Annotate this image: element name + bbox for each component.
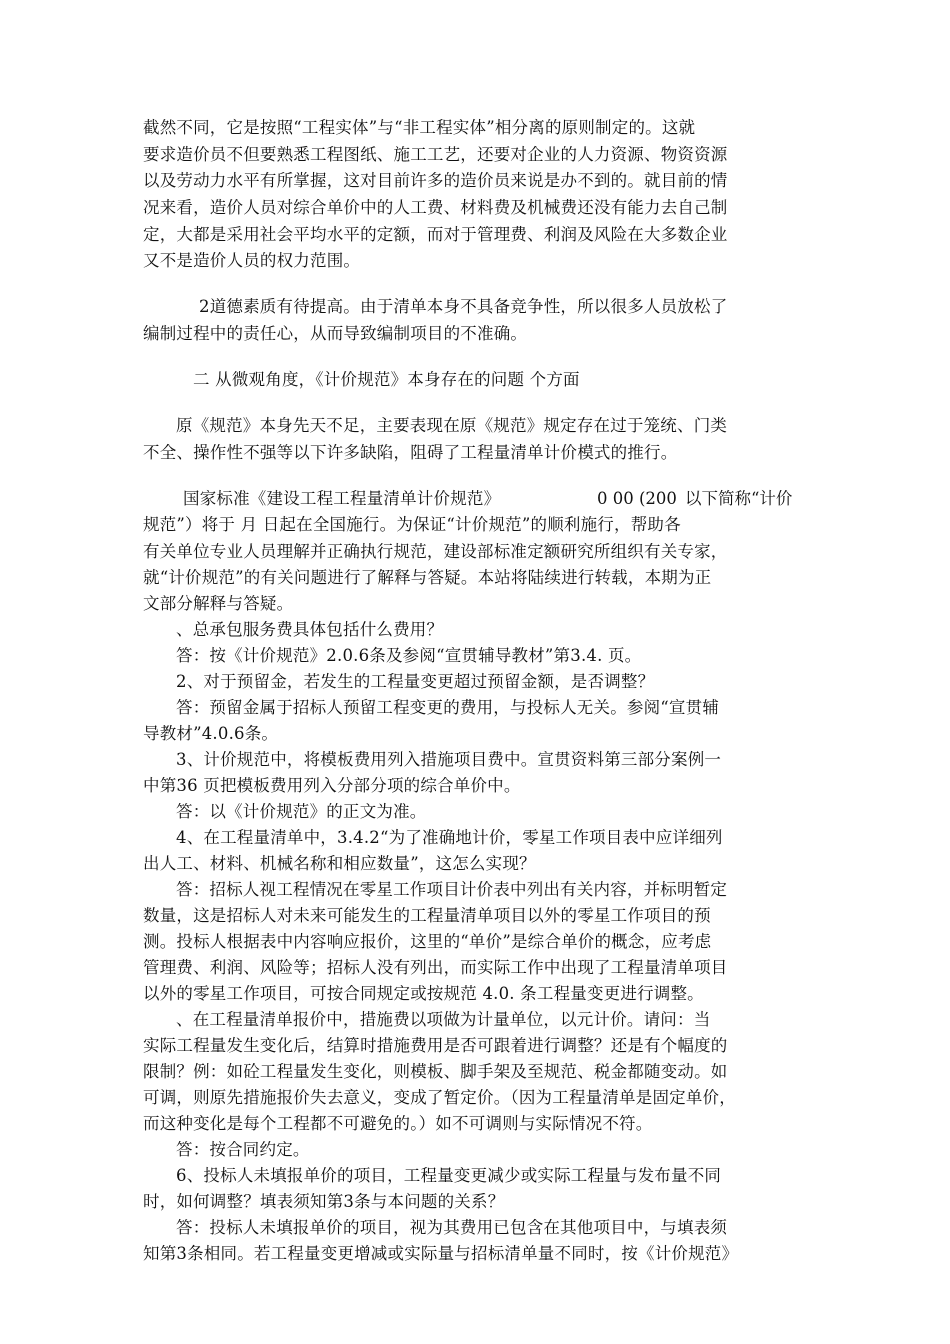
text-line: 而这种变化是每个工程都不可避免的。）如不可调则与实际情况不符。 <box>143 1114 653 1133</box>
text-line: 出人工、材料、机械名称和相应数量”，这怎么实现？ <box>143 854 536 873</box>
question-line: 、在工程量清单报价中，措施费以项做为计量单位，以元计价。请问：当 <box>176 1010 711 1029</box>
text-line: 不全、操作性不强等以下许多缺陷，阻碍了工程量清单计价模式的推行。 <box>143 443 678 462</box>
text-line: 数量，这是招标人对未来可能发生的工程量清单项目以外的零星工作项目的预 <box>143 906 711 925</box>
text-line: 限制？例：如砼工程量发生变化，则模板、脚手架及至规范、税金都随变动。如 <box>143 1062 728 1081</box>
text-line: 测。投标人根据表中内容响应报价，这里的“单价”是综合单价的概念，应考虑 <box>143 932 712 951</box>
question-line: 4、在工程量清单中，3.4.2“为了准确地计价，零星工作项目表中应详细列 <box>176 828 723 847</box>
answer-line: 答：预留金属于招标人预留工程变更的费用，与投标人无关。参阅“宣贯辅 <box>176 698 720 717</box>
text-line: 2道德素质有待提高。由于清单本身不具备竞争性，所以很多人员放松了 <box>199 297 728 316</box>
question-line: 3、计价规范中，将模板费用列入措施项目费中。宣贯资料第三部分案例一 <box>176 750 722 769</box>
text-line: 中第36 页把模板费用列入分部分项的综合单价中。 <box>143 776 521 795</box>
text-line: 时，如何调整？填表须知第3条与本问题的关系？ <box>143 1192 505 1211</box>
text-line: 管理费、利润、风险等；招标人没有列出，而实际工作中出现了工程量清单项目 <box>143 958 728 977</box>
question-line: 2、对于预留金，若发生的工程量变更超过预留金额，是否调整？ <box>176 672 655 691</box>
text-line: 文部分解释与答疑。 <box>143 594 294 613</box>
text-line: 导教材”4.0.6条。 <box>143 724 279 743</box>
text-segment: 以下简称“计价 <box>685 489 793 508</box>
text-line: 可调，则原先措施报价失去意义，变成了暂定价。（因为工程量清单是固定单价， <box>143 1088 736 1107</box>
answer-line: 答：招标人视工程情况在零星工作项目计价表中列出有关内容，并标明暂定 <box>176 880 728 899</box>
text-line: 况来看，造价人员对综合单价中的人工费、材料费及机械费还没有能力去自己制 <box>143 198 728 217</box>
text-segment: 0 00 (200 <box>597 489 677 508</box>
text-line: 原《规范》本身先天不足，主要表现在原《规范》规定存在过于笼统、门类 <box>176 416 728 435</box>
question-line: 6、投标人未填报单价的项目，工程量变更减少或实际工程量与发布量不同 <box>176 1166 722 1185</box>
text-line: 国家标准《建设工程工程量清单计价规范》 <box>183 489 501 508</box>
text-line: 有关单位专业人员理解并正确执行规范，建设部标准定额研究所组织有关专家， <box>143 542 728 561</box>
answer-line: 答：以《计价规范》的正文为准。 <box>176 802 427 821</box>
answer-line: 答：按《计价规范》2.0.6条及参阅“宣贯辅导教材”第3.4. 页。 <box>176 646 642 665</box>
section-heading: 二 从微观角度，《计价规范》本身存在的问题 个方面 <box>193 370 580 389</box>
answer-line: 答：投标人未填报单价的项目，视为其费用已包含在其他项目中，与填表须 <box>176 1218 728 1237</box>
answer-line: 答：按合同约定。 <box>176 1140 310 1159</box>
text-line: 就“计价规范”的有关问题进行了解释与答疑。本站将陆续进行转载，本期为正 <box>143 568 712 587</box>
text-line: 截然不同，它是按照“工程实体”与“非工程实体”相分离的原则制定的。这就 <box>143 118 696 137</box>
text-line: 以及劳动力水平有所掌握，这对目前许多的造价员来说是办不到的。就目前的情 <box>143 171 728 190</box>
text-line: 以外的零星工作项目，可按合同规定或按规范 4.0. 条工程量变更进行调整。 <box>143 984 704 1003</box>
text-line: 定，大都是采用社会平均水平的定额，而对于管理费、利润及风险在大多数企业 <box>143 225 728 244</box>
text-line: 编制过程中的责任心，从而导致编制项目的不准确。 <box>143 324 528 343</box>
text-line: 实际工程量发生变化后，结算时措施费用是否可跟着进行调整？还是有个幅度的 <box>143 1036 728 1055</box>
text-line: 规范”）将于 月 日起在全国施行。为保证“计价规范”的顺利施行，帮助各 <box>143 515 681 534</box>
text-line: 要求造价员不但要熟悉工程图纸、施工工艺，还要对企业的人力资源、物资资源 <box>143 145 728 164</box>
text-line: 知第3条相同。若工程量变更增减或实际量与招标清单量不同时，按《计价规范》 <box>143 1244 739 1263</box>
text-line: 又不是造价人员的权力范围。 <box>143 251 361 270</box>
question-line: 、总承包服务费具体包括什么费用？ <box>176 620 444 639</box>
